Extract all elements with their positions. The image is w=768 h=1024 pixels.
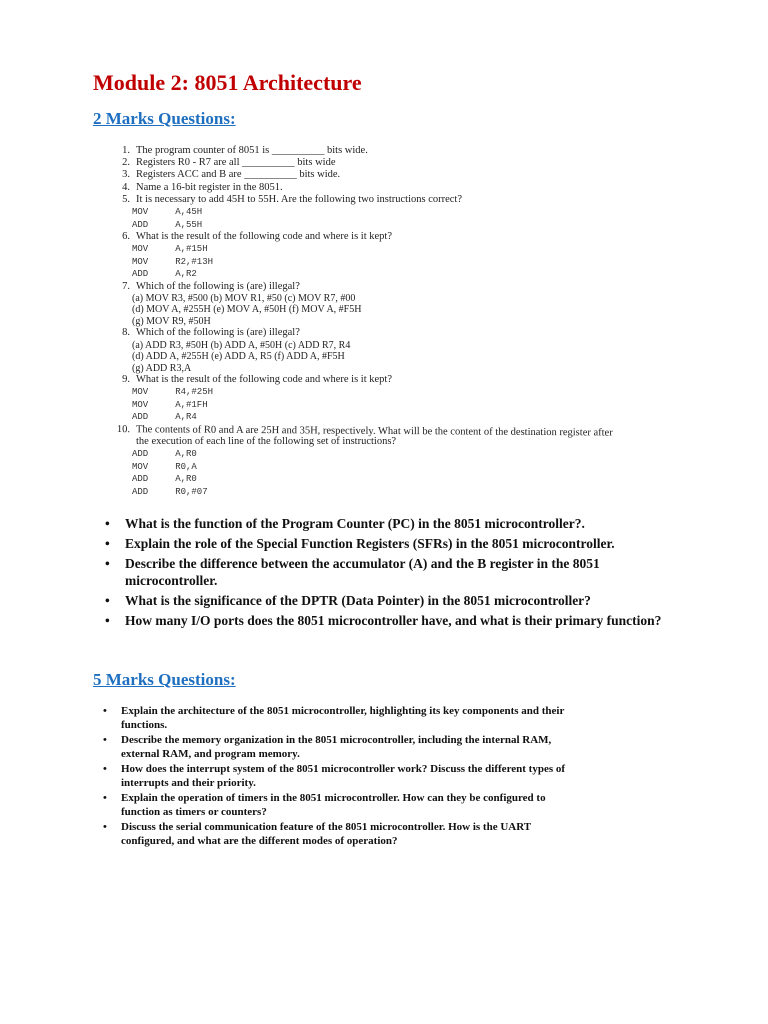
question-text: The program counter of 8051 is __________ bits wide.	[136, 145, 368, 156]
bullet-icon: •	[105, 516, 110, 531]
question-text: Registers ACC and B are __________ bits wide.	[136, 169, 341, 181]
option-line: (a) ADD R3, #50H (b) ADD A, #50H (c) ADD R7, R4	[132, 339, 351, 351]
bullet-item	[105, 515, 665, 532]
bullet-icon: •	[103, 763, 107, 775]
bullet-icon: •	[105, 536, 110, 551]
bullet-icon: •	[103, 792, 107, 804]
bullet-text: How many I/O ports does the 8051 microcontroller have, and what is their primary function?	[125, 613, 662, 628]
code-line: MOV R4,#25H	[132, 387, 214, 398]
page-title: Module 2: 8051 Architecture	[93, 70, 362, 95]
question-text: the execution of each line of the following set of instructions?	[136, 436, 397, 447]
question-text: What is the result of the following code and where is it kept?	[136, 231, 393, 242]
bullet-text: Explain the role of the Special Function Registers (SFRs) in the 8051 microcontroller.	[125, 536, 615, 551]
question-number: 3.	[122, 169, 130, 181]
scanned-question	[108, 145, 368, 156]
section-heading-2-marks: 2 Marks Questions:	[93, 109, 236, 128]
bullet-icon: •	[105, 556, 110, 571]
question-number: 4.	[122, 181, 130, 193]
option-line: (d) ADD A, #255H (e) ADD A, R5 (f) ADD A, #F5H	[132, 351, 345, 363]
question-text: Which of the following is (are) illegal?	[136, 280, 300, 292]
option-line: (g) MOV R9, #50H	[132, 315, 211, 327]
code-line: MOV A,#1FH	[132, 399, 208, 410]
bullet-text: Describe the memory organization in the 8051 microcontroller, including the internal RAM, external RAM, and program memory.	[121, 734, 552, 760]
question-number: 9.	[122, 374, 130, 386]
question-number: 10.	[116, 423, 131, 435]
bullet-text: Describe the difference between the accumulator (A) and the B register in the 8051 microcontroller.	[125, 556, 600, 588]
bullet-text: Discuss the serial communication feature of the 8051 microcontroller. How is the UART configured, and what are the different modes of operation?	[121, 821, 531, 847]
bullet-icon: •	[105, 613, 110, 628]
scanned-question	[108, 374, 392, 385]
code-line: ADD A,R0	[132, 474, 197, 485]
bullet-item	[105, 555, 665, 589]
code-line: MOV A,45H	[132, 207, 203, 217]
bullet-text: Explain the architecture of the 8051 microcontroller, highlighting its key components and their functions.	[121, 705, 565, 731]
question-number: 6.	[122, 231, 130, 242]
bullet-item	[103, 704, 573, 732]
option-line: (a) MOV R3, #500 (b) MOV R1, #50 (c) MOV R7, #00	[132, 292, 356, 304]
bullet-icon: •	[103, 705, 107, 717]
bullet-icon: •	[105, 593, 110, 608]
scanned-question	[108, 281, 300, 292]
five-marks-bullet-list	[103, 704, 573, 849]
scanned-question	[108, 194, 462, 205]
question-text: What is the result of the following code and where is it kept?	[136, 374, 393, 386]
bullet-item	[103, 733, 573, 761]
question-number: 8.	[122, 327, 130, 339]
question-text: Which of the following is (are) illegal?	[136, 327, 300, 339]
question-number: 1.	[122, 145, 130, 156]
question-text: Registers R0 - R7 are all __________ bits wide	[136, 157, 336, 169]
code-line: MOV A,#15H	[132, 244, 208, 255]
section-heading-5-marks: 5 Marks Questions:	[93, 670, 236, 689]
scanned-question	[108, 231, 392, 242]
bullet-item	[103, 820, 573, 848]
code-line: ADD A,55H	[132, 219, 203, 230]
question-number: 2.	[122, 157, 130, 169]
question-text: Name a 16-bit register in the 8051.	[136, 181, 283, 193]
scanned-question	[108, 436, 396, 447]
bullet-icon: •	[103, 821, 107, 833]
bullet-item	[105, 592, 665, 609]
bullet-icon: •	[103, 734, 107, 746]
scanned-question	[108, 157, 335, 168]
code-line: ADD R0,#07	[132, 486, 208, 497]
option-line: (d) MOV A, #255H (e) MOV A, #50H (f) MOV A, #F5H	[132, 304, 362, 316]
code-line: MOV R0,A	[132, 461, 197, 472]
code-line: ADD A,R0	[132, 449, 197, 460]
scanned-question	[108, 182, 283, 193]
question-number: 7.	[122, 280, 130, 292]
code-line: MOV R2,#13H	[132, 256, 214, 267]
bullet-text: How does the interrupt system of the 8051 microcontroller work? Discuss the different types of interrupts and their priority.	[121, 763, 566, 789]
bullet-item	[103, 762, 573, 790]
bullet-item	[105, 535, 665, 552]
bullet-text: Explain the operation of timers in the 8051 microcontroller. How can they be configured to function as timers or counters?	[121, 792, 546, 818]
question-text: The contents of R0 and A are 25H and 35H, respectively. What will be the content of the destination register after	[135, 423, 613, 439]
bullet-text: What is the function of the Program Counter (PC) in the 8051 microcontroller?.	[125, 516, 585, 531]
code-line: ADD A,R4	[132, 412, 197, 423]
code-line: ADD A,R2	[132, 269, 197, 280]
bullet-item	[105, 612, 665, 629]
two-marks-bullet-list	[105, 515, 665, 632]
question-text: It is necessary to add 45H to 55H. Are the following two instructions correct?	[136, 193, 463, 205]
bullet-text: What is the significance of the DPTR (Data Pointer) in the 8051 microcontroller?	[125, 593, 591, 608]
question-number: 5.	[122, 193, 130, 205]
scanned-question-block	[108, 145, 678, 503]
option-line: (g) ADD R3,A	[132, 362, 192, 374]
scanned-question	[108, 327, 300, 338]
bullet-item	[103, 791, 573, 819]
scanned-question	[108, 169, 340, 180]
